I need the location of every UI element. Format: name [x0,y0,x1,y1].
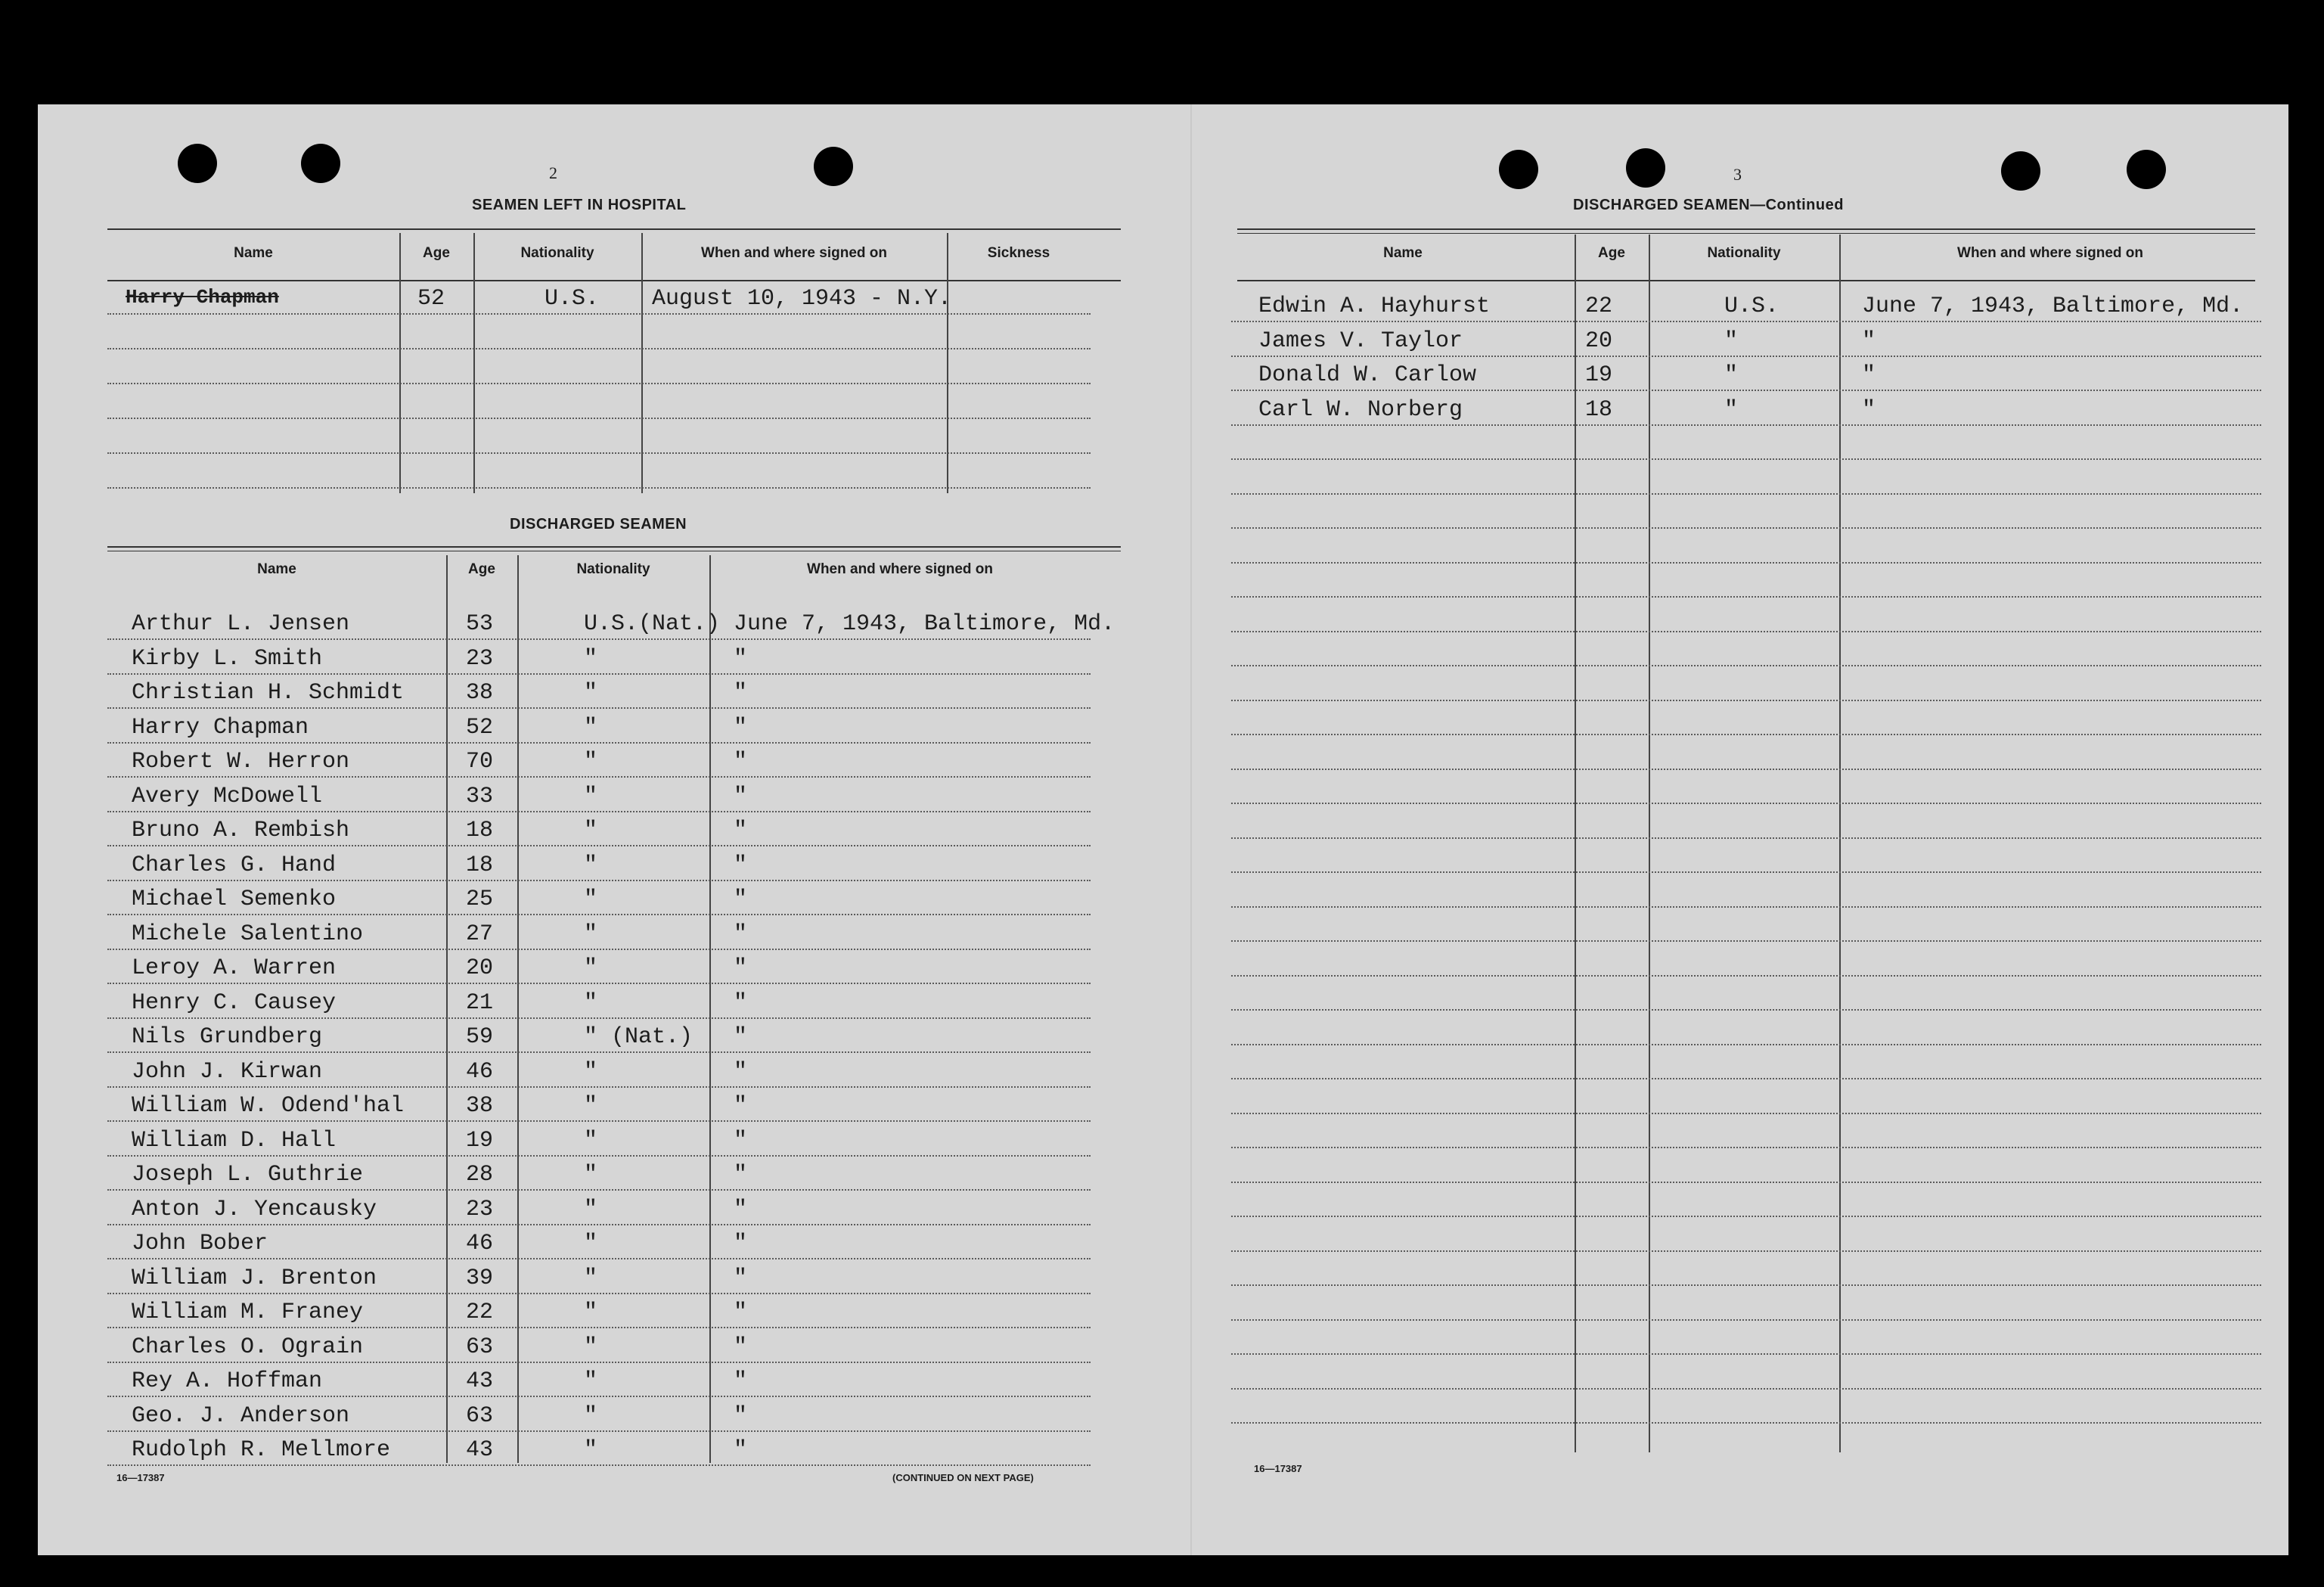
nationality-cell: " [584,1127,598,1154]
age-cell: 23 [466,1196,494,1222]
column-header: Nationality [576,561,650,577]
row-line [1231,527,2261,529]
column-divider [399,233,401,493]
row-line [107,1189,1091,1191]
punch-hole [814,147,853,186]
column-header: Name [257,561,296,577]
age-cell: 43 [466,1368,494,1394]
row-line [107,1396,1091,1397]
row-line [1231,356,2261,357]
crew-list-sheet [38,104,2288,1555]
row-line [1231,1044,2261,1045]
age-cell: 39 [466,1265,494,1291]
age-cell: 53 [466,611,494,637]
signed-on-cell: " [734,921,748,947]
punch-hole [2001,151,2040,191]
name-cell: Donald W. Carlow [1258,362,1477,388]
age-cell: 38 [466,1093,494,1119]
row-line [107,1362,1091,1363]
row-line [107,776,1091,778]
row-line [1231,390,2261,391]
signed-on-cell: " [734,1127,748,1154]
age-cell: 59 [466,1024,494,1050]
nationality-cell: " [584,1402,598,1429]
column-header: Name [234,245,273,261]
age-cell: 63 [466,1402,494,1429]
punch-hole [1626,148,1665,188]
column-divider [641,233,643,493]
age-cell: 19 [466,1127,494,1154]
row-line [1231,1353,2261,1355]
name-cell: Bruno A. Rembish [132,818,350,843]
nationality-cell: " [1724,328,1739,354]
page-fold [1190,104,1192,1555]
column-header: When and where signed on [701,245,887,261]
row-line [1231,1009,2261,1011]
signed-on-cell: " [734,1368,748,1394]
row-line [1231,837,2261,839]
row-line [1231,493,2261,495]
row-line [107,673,1091,675]
rule [1237,280,2255,281]
nationality-cell: " [584,749,598,775]
rule [1237,228,2255,230]
page-number: 2 [549,163,557,182]
signed-on-cell: " [734,645,748,672]
nationality-cell: " [1724,362,1739,388]
name-cell: Geo. J. Anderson [132,1402,350,1429]
row-line [1231,1319,2261,1321]
signed-on-cell: " [734,818,748,843]
row-line [1231,1216,2261,1217]
row-line [1231,665,2261,666]
row-line [107,1464,1091,1466]
discharged-continued-title: DISCHARGED SEAMEN—Continued [1573,197,1844,213]
nationality-cell: " [584,1437,598,1463]
column-header: Nationality [520,245,594,261]
row-line [1231,1182,2261,1183]
signed-on-cell: " [734,714,748,741]
age-cell: 23 [466,645,494,672]
row-line [1231,1388,2261,1390]
page-number: 3 [1733,165,1742,184]
nationality-cell: U.S. [545,286,600,312]
nationality-cell: " [584,1265,598,1291]
row-line [1231,458,2261,460]
name-cell: Leroy A. Warren [132,955,337,981]
row-line [1231,562,2261,564]
signed-on-cell: June 7, 1943, Baltimore, Md. [734,611,1115,637]
nationality-cell: " [1724,396,1739,423]
continued-note: (CONTINUED ON NEXT PAGE) [892,1472,1034,1483]
age-cell: 63 [466,1334,494,1360]
row-line [107,452,1091,454]
name-cell: John Bober [132,1231,268,1256]
row-line [107,811,1091,812]
name-cell: Arthur L. Jensen [132,611,350,637]
nationality-cell: " [584,1058,598,1085]
age-cell: 25 [466,887,494,912]
age-cell: 43 [466,1437,494,1463]
signed-on-cell: " [734,680,748,706]
rule [107,546,1121,548]
name-cell: Carl W. Norberg [1258,396,1463,423]
signed-on-cell: " [734,852,748,878]
discharged-section-title: DISCHARGED SEAMEN [510,516,687,533]
age-cell: 33 [466,783,494,809]
name-cell: Edwin A. Hayhurst [1258,293,1491,319]
row-line [1231,940,2261,942]
name-cell: Kirby L. Smith [132,645,323,672]
row-line [1231,321,2261,322]
column-header: Nationality [1707,245,1781,261]
name-cell: James V. Taylor [1258,328,1463,354]
row-line [1231,1250,2261,1252]
row-line [107,880,1091,881]
column-header: Age [468,561,495,577]
row-line [107,707,1091,709]
column-divider [473,233,475,493]
age-cell: 21 [466,989,494,1016]
row-line [107,1086,1091,1088]
column-divider [1575,234,1576,1452]
signed-on-cell: " [734,1437,748,1463]
nationality-cell: " [584,645,598,672]
nationality-cell: " [584,887,598,912]
row-line [107,1258,1091,1259]
nationality-cell: U.S.(Nat.) [584,611,721,637]
column-header: Sickness [987,245,1050,261]
nationality-cell: " [584,1162,598,1188]
name-cell: Christian H. Schmidt [132,680,405,706]
row-line [107,383,1091,384]
row-line [107,742,1091,744]
row-line [107,845,1091,846]
name-cell: William M. Franey [132,1300,364,1325]
signed-on-cell: " [734,887,748,912]
nationality-cell: " [584,1300,598,1325]
column-divider [1839,234,1841,1452]
row-line [107,1224,1091,1225]
age-cell: 18 [466,852,494,878]
name-cell: William D. Hall [132,1127,337,1154]
form-number: 16—17387 [1254,1463,1302,1474]
nationality-cell: U.S. [1724,293,1779,319]
row-line [1231,1113,2261,1114]
name-cell: Charles O. Ograin [132,1334,364,1360]
age-cell: 22 [1585,293,1613,319]
age-cell: 27 [466,921,494,947]
name-cell: Harry Chapman [126,286,279,309]
row-line [1231,769,2261,770]
nationality-cell: " [584,1093,598,1119]
age-cell: 52 [466,714,494,741]
row-line [107,1293,1091,1294]
name-cell: John J. Kirwan [132,1058,323,1085]
age-cell: 20 [1585,328,1613,354]
nationality-cell: " [584,818,598,843]
punch-hole [301,144,340,183]
age-cell: 46 [466,1058,494,1085]
row-line [107,1430,1091,1432]
name-cell: Henry C. Causey [132,989,337,1016]
row-line [107,487,1091,489]
row-line [107,1051,1091,1053]
nationality-cell: " [584,714,598,741]
hospital-section-title: SEAMEN LEFT IN HOSPITAL [472,197,687,213]
rule [107,280,1121,281]
age-cell: 52 [417,286,445,312]
signed-on-cell: " [734,1265,748,1291]
nationality-cell: " [584,1368,598,1394]
column-header: Age [423,245,450,261]
row-line [1231,1078,2261,1079]
name-cell: Nils Grundberg [132,1024,323,1050]
column-header: When and where signed on [1957,245,2143,261]
signed-on-cell: " [734,749,748,775]
nationality-cell: " [584,989,598,1016]
signed-on-cell: " [734,989,748,1016]
row-line [1231,1147,2261,1148]
name-cell: Joseph L. Guthrie [132,1162,364,1188]
signed-on-cell: " [734,1024,748,1050]
signed-on-cell: " [734,1162,748,1188]
row-line [1231,700,2261,701]
name-cell: William W. Odend'hal [132,1093,405,1119]
name-cell: Michele Salentino [132,921,364,947]
age-cell: 70 [466,749,494,775]
name-cell: Avery McDowell [132,783,323,809]
column-header: When and where signed on [807,561,993,577]
row-line [1231,906,2261,908]
rule [1237,233,2255,234]
nationality-cell: " [584,783,598,809]
name-cell: Rudolph R. Mellmore [132,1437,391,1463]
age-cell: 18 [1585,396,1613,423]
nationality-cell: " [584,955,598,981]
name-cell: Robert W. Herron [132,749,350,775]
row-line [1231,1284,2261,1286]
signed-on-cell: " [1862,396,1876,423]
age-cell: 38 [466,680,494,706]
row-line [107,1017,1091,1019]
age-cell: 20 [466,955,494,981]
signed-on-cell: " [734,1093,748,1119]
name-cell: Anton J. Yencausky [132,1196,377,1222]
row-line [1231,596,2261,598]
punch-hole [2127,150,2166,189]
row-line [107,638,1091,640]
nationality-cell: " [584,1334,598,1360]
name-cell: William J. Brenton [132,1265,377,1291]
age-cell: 18 [466,818,494,843]
nationality-cell: " [584,852,598,878]
row-line [107,418,1091,419]
column-header: Age [1598,245,1625,261]
signed-on-cell: June 7, 1943, Baltimore, Md. [1862,293,2244,319]
age-cell: 46 [466,1231,494,1256]
nationality-cell: " [584,921,598,947]
signed-on-cell: " [734,783,748,809]
signed-on-cell: " [1862,328,1876,354]
signed-on-cell: " [734,1334,748,1360]
signed-on-cell: " [734,1231,748,1256]
nationality-cell: " (Nat.) [584,1024,693,1050]
row-line [1231,803,2261,804]
signed-on-cell: August 10, 1943 - N.Y. [652,286,952,312]
row-line [1231,424,2261,426]
signed-on-cell: " [734,1058,748,1085]
name-cell: Rey A. Hoffman [132,1368,323,1394]
name-cell: Michael Semenko [132,887,337,912]
age-cell: 19 [1585,362,1613,388]
age-cell: 28 [466,1162,494,1188]
row-line [1231,871,2261,873]
punch-hole [1499,150,1538,189]
column-divider [1649,234,1650,1452]
column-divider [947,233,948,493]
row-line [107,983,1091,984]
rule [107,228,1121,230]
row-line [1231,975,2261,977]
signed-on-cell: " [734,1402,748,1429]
signed-on-cell: " [734,1300,748,1325]
row-line [107,313,1091,315]
signed-on-cell: " [1862,362,1876,388]
form-number: 16—17387 [116,1472,165,1483]
name-cell: Charles G. Hand [132,852,337,878]
nationality-cell: " [584,1231,598,1256]
row-line [107,1120,1091,1122]
punch-hole [178,144,217,183]
name-cell: Harry Chapman [132,714,309,741]
nationality-cell: " [584,680,598,706]
row-line [107,1155,1091,1157]
nationality-cell: " [584,1196,598,1222]
row-line [107,348,1091,349]
signed-on-cell: " [734,955,748,981]
signed-on-cell: " [734,1196,748,1222]
row-line [107,1327,1091,1328]
row-line [1231,1422,2261,1424]
row-line [107,914,1091,915]
row-line [1231,734,2261,735]
row-line [1231,631,2261,632]
row-line [107,949,1091,950]
column-header: Name [1383,245,1423,261]
age-cell: 22 [466,1300,494,1325]
